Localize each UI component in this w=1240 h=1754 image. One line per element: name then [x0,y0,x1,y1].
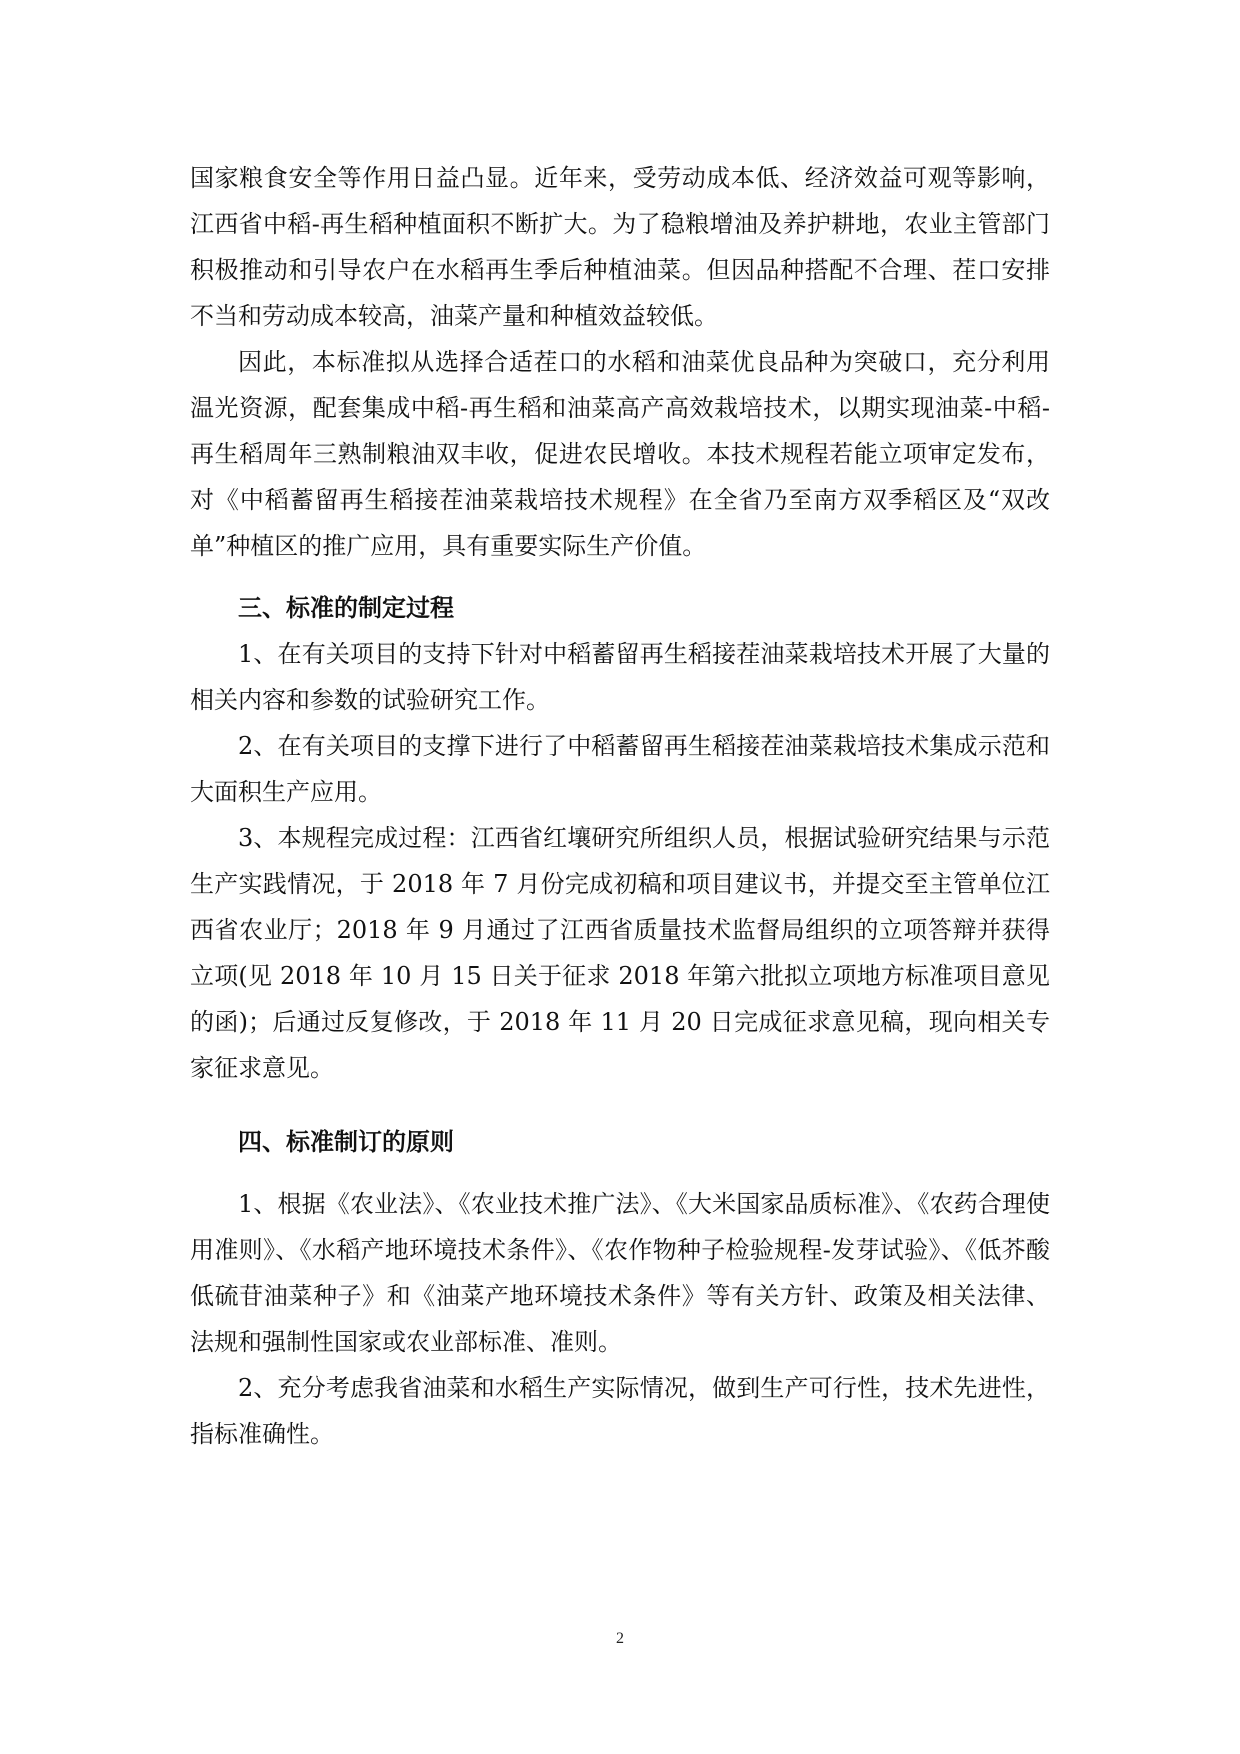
list-item: 1、在有关项目的支持下针对中稻蓄留再生稻接茬油菜栽培技术开展了大量的相关内容和参数的试验研究工作。 [190,640,1050,714]
section-heading-4: 四、标准制订的原则 [238,1128,454,1156]
list-item: 2、充分考虑我省油菜和水稻生产实际情况，做到生产可行性，技术先进性，指标准确性。 [190,1374,1050,1448]
paragraph-continued: 国家粮食安全等作用日益凸显。近年来，受劳动成本低、经济效益可观等影响，江西省中稻-再生稻种植面积不断扩大。为了稳粮增油及养护耕地，农业主管部门积极推动和引导农户在水稻再生季后种植油菜。但因品种搭配不合理、茬口安排不当和劳动成本较高，油菜产量和种植效益较低。 [190,164,1050,330]
paragraph: 因此，本标准拟从选择合适茬口的水稻和油菜优良品种为突破口，充分利用温光资源，配套集成中稻-再生稻和油菜高产高效栽培技术，以期实现油菜-中稻-再生稻周年三熟制粮油双丰收，促进农民增收。本技术规程若能立项审定发布，对《中稻蓄留再生稻接茬油菜栽培技术规程》在全省乃至南方双季稻区及“双改单”种植区的推广应用，具有重要实际生产价值。 [190,348,1050,560]
list-item: 3、本规程完成过程：江西省红壤研究所组织人员，根据试验研究结果与示范生产实践情况，于 2018 年 7 月份完成初稿和项目建议书，并提交至主管单位江西省农业厅；2018 年 9 月通过了江西省质量技术监督局组织的立项答辩并获得立项(见 2018 年 10 月 15 日关于征求 2018 年第六批拟立项地方标准项目意见的函)；后通过反复修改，于 2018 年 11 月 20 日完成征求意见稿，现向相关专家征求意见。 [190,824,1050,1082]
section-heading-3: 三、标准的制定过程 [238,594,454,622]
list-item: 1、根据《农业法》、《农业技术推广法》、《大米国家品质标准》、《农药合理使用准则》、《水稻产地环境技术条件》、《农作物种子检验规程-发芽试验》、《低芥酸低硫苷油菜种子》和《油菜产地环境技术条件》等有关方针、政策及相关法律、法规和强制性国家或农业部标准、准则。 [190,1190,1050,1356]
list-item: 2、在有关项目的支撑下进行了中稻蓄留再生稻接茬油菜栽培技术集成示范和大面积生产应用。 [190,732,1050,806]
page-number: 2 [616,1630,624,1647]
page-content [190,155,1050,1457]
